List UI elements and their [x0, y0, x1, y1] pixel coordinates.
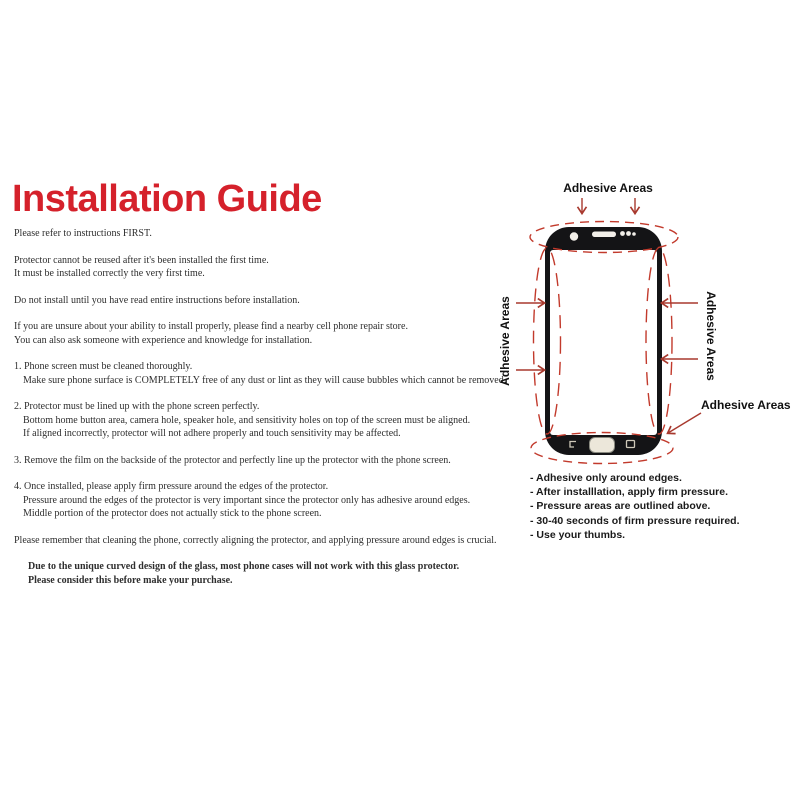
text-line: Bottom home button area, camera hole, speaker hole, and sensitivity holes on top of the screen must be aligned. [23, 414, 471, 426]
text-line: 4. Once installed, please apply firm pressure around the edges of the protector. [14, 481, 329, 492]
adhesive-label-left: Adhesive Areas [498, 296, 512, 386]
sensor-dot-icon [626, 231, 631, 236]
note-item: - Use your thumbs. [530, 528, 626, 541]
note-item: - Pressure areas are outlined above. [530, 500, 711, 513]
phone-screen [550, 250, 657, 435]
text-line: 3. Remove the film on the backside of the protector and perfectly line up the protector with the phone screen. [14, 454, 451, 466]
text-line: Middle portion of the protector does not actually stick to the phone screen. [23, 508, 322, 519]
text-line: 1. Phone screen must be cleaned thoroughly. [14, 361, 193, 372]
pressure-notes-list [530, 471, 740, 542]
adhesive-label-right: Adhesive Areas [704, 291, 718, 381]
adhesive-label-top: Adhesive Areas [563, 181, 653, 195]
text-line: If you are unsure about your ability to install properly, please find a nearby cell phone repair store. [14, 321, 408, 332]
text-line: Please remember that cleaning the phone, correctly aligning the protector, and applying pressure around edges is crucial. [14, 534, 497, 546]
text-line: Make sure phone surface is COMPLETELY free of any dust or lint as they will cause bubbles which cannot be removed. [23, 374, 507, 386]
text-line: Protector cannot be reused after it's been installed the first time. [14, 254, 269, 266]
page-title: Installation Guide [12, 178, 322, 220]
adhesive-label-bottom: Adhesive Areas [701, 398, 791, 412]
note-item: - After installlation, apply firm pressure. [530, 486, 728, 499]
text-line: Pressure around the edges of the protector is very important since the protector only has adhesive around edges. [23, 494, 471, 506]
note-item: - Adhesive only around edges. [530, 472, 682, 484]
sensor-dot-icon [632, 232, 636, 236]
text-line: You can also ask someone with experience and knowledge for installation. [14, 334, 313, 346]
text-line: Please refer to instructions FIRST. [14, 228, 152, 239]
home-button-icon [590, 438, 615, 453]
text-line: It must be installed correctly the very first time. [14, 268, 205, 279]
text-line: Please consider this before make your purchase. [28, 574, 233, 586]
speaker-icon [592, 232, 616, 238]
sensor-dot-icon [620, 231, 625, 236]
arrow-bottom-right [668, 413, 701, 433]
text-line: Do not install until you have read entire instructions before installation. [14, 294, 300, 306]
camera-icon [570, 232, 578, 240]
text-line: If aligned incorrectly, protector will not adhere properly and touch sensitivity may be affected. [23, 428, 401, 439]
text-line: 2. Protector must be lined up with the phone screen perfectly. [14, 401, 260, 412]
note-item: - 30-40 seconds of firm pressure required. [530, 514, 740, 527]
text-line: Due to the unique curved design of the glass, most phone cases will not work with this glass protector. [28, 561, 460, 572]
